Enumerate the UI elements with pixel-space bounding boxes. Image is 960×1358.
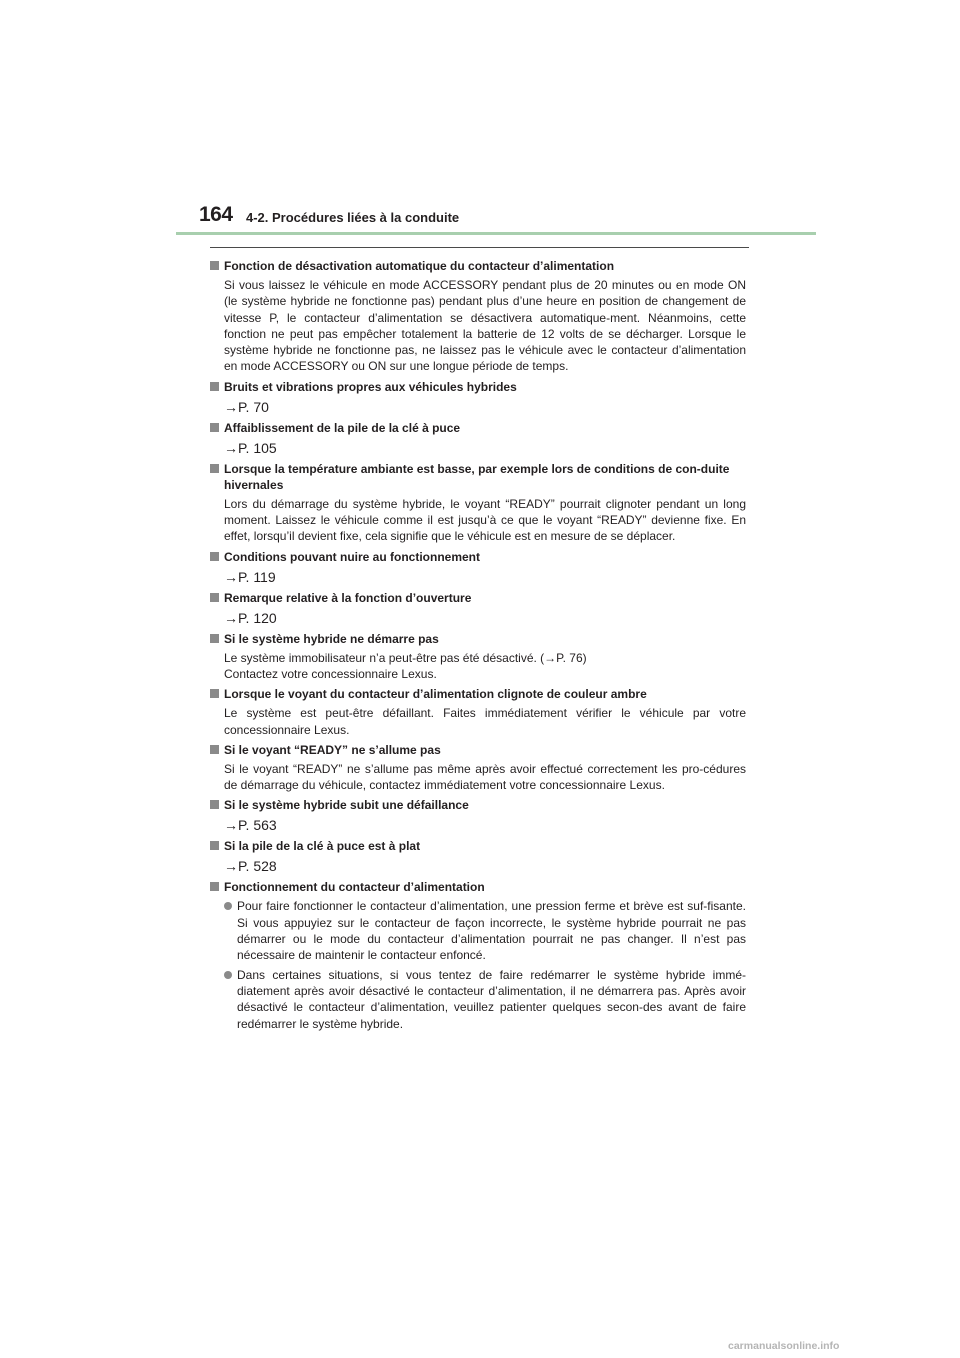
section-paragraph: Lors du démarrage du système hybride, le voyant “READY” pourrait clignoter pendant un long moment. Laissez le véhicule comme il est jusqu’à ce que le voyant “READY” devienne fixe. En effet, lorsqu’il devient fixe, cela signifie que le véhicule est en mesure de se déplacer.	[224, 496, 746, 544]
section-title: Bruits et vibrations propres aux véhicules hybrides	[224, 379, 517, 394]
list-item-text: Dans certaines situations, si vous tentez de faire redémarrer le système hybride immé-diatement après avoir désactivé le contacteur d’alimentation, il ne démarrera pas. Après avoir désactivé le contacteur d’alimentation, veuillez patienter quelques secon-des avant de faire redémarrer le système hybride.	[237, 967, 746, 1031]
section-key-battery-dead	[210, 838, 746, 875]
list-item	[224, 967, 746, 1032]
section-title: Si le système hybride subit une défaillance	[224, 798, 469, 813]
watermark-text: carmanualsonline.info	[728, 1340, 840, 1352]
section-title: Si le voyant “READY” ne s’allume pas	[224, 742, 441, 757]
page-number: 164	[199, 203, 233, 226]
section-title: Fonctionnement du contacteur d’alimentation	[224, 880, 485, 895]
section-paragraph: Si le voyant “READY” ne s’allume pas même après avoir effectué correctement les pro-cédures de démarrage du véhicule, contactez immédiatement votre concessionnaire Lexus.	[224, 761, 746, 793]
section-title: Fonction de désactivation automatique du contacteur d’alimentation	[224, 259, 615, 273]
section-paragraph: Si vous laissez le véhicule en mode ACCESSORY pendant plus de 20 minutes ou en mode ON (le système hybride ne fonctionne pas) pendant plus d’une heure en position de changement de vitesse P, le contacteur d’alimentation se désactivera automatique-ment. Néanmoins, cette fonction ne peut pas empêcher totalement la batterie de 12 volts de se décharger. Lorsque le système hybride ne fonctionne pas, ne laissez pas le véhicule avec le contacteur d’alimentation en mode ACCESSORY ou ON sur une longue période de temps.	[224, 278, 746, 374]
section-title: Lorsque la température ambiante est basse, par exemple lors de conditions de con-duite hivernales	[224, 461, 730, 492]
square-bullet-icon	[210, 593, 219, 602]
circle-bullet-icon	[224, 902, 232, 910]
square-bullet-icon	[210, 745, 219, 754]
page-reference-link[interactable]: →P. 105	[224, 439, 277, 456]
square-bullet-icon	[210, 841, 219, 850]
section-paragraph: Contactez votre concessionnaire Lexus.	[224, 666, 437, 681]
content-rule	[210, 247, 749, 248]
section-title: Si la pile de la clé à puce est à plat	[224, 839, 421, 854]
page-reference-link[interactable]: →P. 70	[224, 398, 269, 415]
section-ready-not-lit	[210, 742, 746, 794]
circle-bullet-icon	[224, 971, 232, 979]
section-hybrid-failure	[210, 797, 746, 834]
section-key-battery-weak	[210, 420, 746, 457]
page-content	[210, 258, 746, 1036]
page-reference-link[interactable]: →P. 120	[224, 609, 277, 626]
section-noise-vibration	[210, 379, 746, 416]
page-reference-link[interactable]: →P. 528	[224, 858, 277, 875]
page-reference-link[interactable]: →P. 563	[224, 817, 277, 834]
square-bullet-icon	[210, 382, 219, 391]
section-hybrid-not-starting	[210, 631, 746, 683]
list-item	[224, 898, 746, 963]
square-bullet-icon	[210, 261, 219, 270]
section-title: Remarque relative à la fonction d’ouverture	[224, 590, 472, 605]
section-title: Si le système hybride ne démarre pas	[224, 631, 439, 646]
section-unlock-note	[210, 590, 746, 627]
header-rule	[176, 232, 816, 235]
section-power-switch-operation	[210, 879, 746, 1031]
section-amber-indicator	[210, 686, 746, 738]
list-item-text: Pour faire fonctionner le contacteur d’alimentation, une pression ferme et brève est suf-fisante. Si vous appuyiez sur le contacteur de façon incorrecte, le système hybride pourrait ne pas démarrer ou le mode du contacteur d’alimentation pourrait ne pas changer. Il n’est pas nécessaire de maintenir le contacteur enfoncé.	[237, 899, 746, 963]
section-header-title: 4-2. Procédures liées à la conduite	[246, 210, 460, 225]
page-reference-link[interactable]: →P. 119	[224, 568, 276, 585]
square-bullet-icon	[210, 634, 219, 643]
square-bullet-icon	[210, 423, 219, 432]
section-auto-off	[210, 258, 746, 375]
square-bullet-icon	[210, 689, 219, 698]
section-title: Lorsque le voyant du contacteur d’alimentation clignote de couleur ambre	[224, 687, 647, 702]
section-paragraph: Le système immobilisateur n’a peut-être pas été désactivé. (→P. 76)	[224, 650, 587, 665]
section-operating-conditions	[210, 549, 746, 586]
square-bullet-icon	[210, 882, 219, 891]
section-paragraph: Le système est peut-être défaillant. Faites immédiatement vérifier le véhicule par votre concessionnaire Lexus.	[224, 706, 746, 737]
section-title: Conditions pouvant nuire au fonctionnement	[224, 549, 480, 564]
square-bullet-icon	[210, 464, 219, 473]
square-bullet-icon	[210, 552, 219, 561]
square-bullet-icon	[210, 800, 219, 809]
section-title: Affaiblissement de la pile de la clé à puce	[224, 420, 461, 435]
section-cold-weather	[210, 461, 746, 545]
